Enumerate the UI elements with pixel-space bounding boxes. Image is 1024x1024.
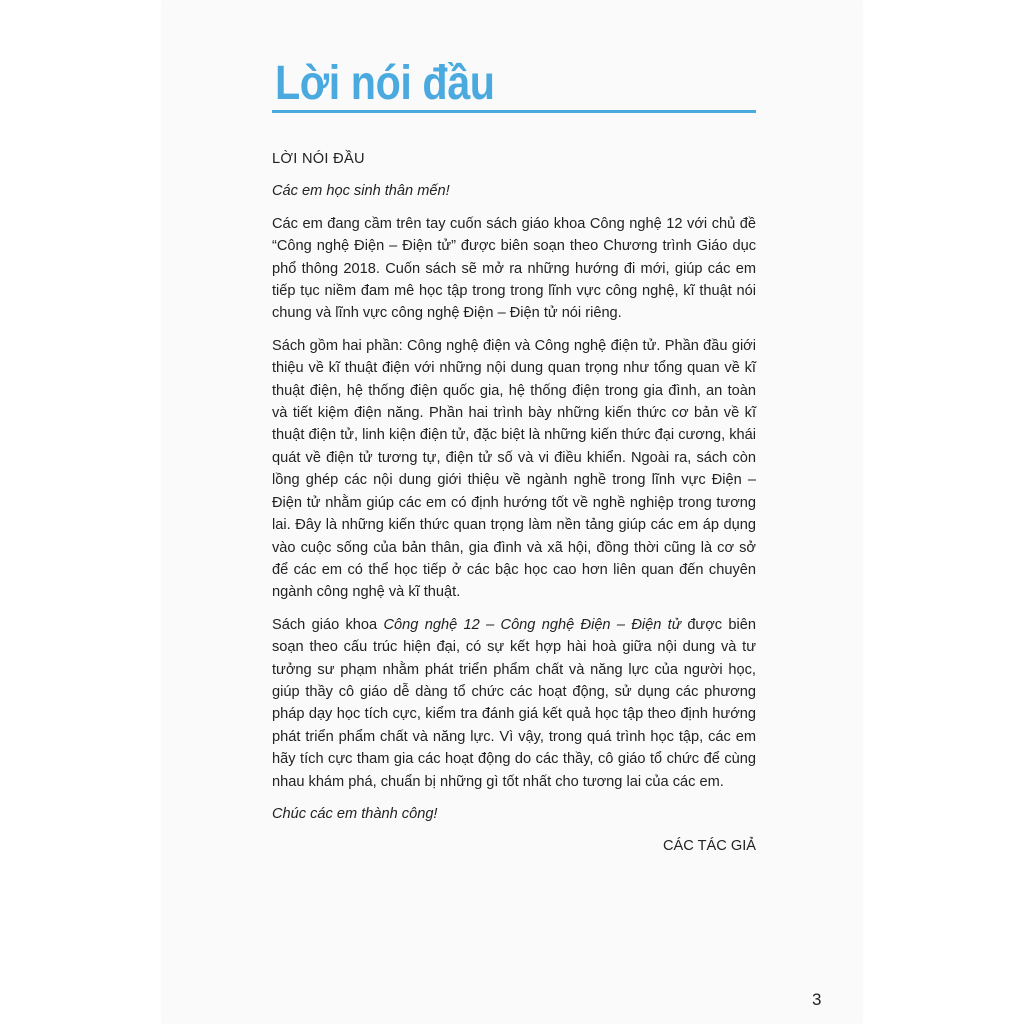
page-number: 3 bbox=[812, 990, 822, 1009]
signature: CÁC TÁC GIẢ bbox=[663, 838, 756, 855]
paragraph-intro: Các em đang cầm trên tay cuốn sách giáo khoa Công nghệ 12 với chủ đề “Công nghệ Điện – Điện tử” được biên soạn theo Chương trình Giáo dục phổ thông 2018. Cuốn sách sẽ mở ra những hướng đi mới, giúp các em tiếp tục niềm đam mê học tập trong trong lĩnh vực công nghệ, kĩ thuật nói chung và lĩnh vực công nghệ Điện – Điện tử nói riêng. bbox=[272, 215, 756, 322]
closing-wish: Chúc các em thành công! bbox=[272, 805, 438, 822]
paragraph-structure-rest: được biên soạn theo cấu trúc hiện đại, có sự kết hợp hài hoà giữa nội dung và tư tưởng sư phạm nhằm phát triển phẩm chất và năng lực của người học, giúp thầy cô giáo dễ dàng tổ chức các hoạt động, sử dụng các phương pháp dạy học tích cực, kiểm tra đánh giá kết quả học tập theo định hướng phát triển phẩm chất và năng lực. Vì vậy, trong quá trình học tập, các em hãy tích cực tham gia các hoạt động do các thầy, cô giáo tổ chức để cùng nhau khám phá, chuẩn bị những gì tốt nhất cho tương lai của các em. bbox=[272, 616, 756, 790]
preface-heading: LỜI NÓI ĐẦU bbox=[272, 151, 365, 167]
paragraph-structure-lead: Sách giáo khoa bbox=[272, 616, 384, 633]
paragraph-contents: Sách gồm hai phần: Công nghệ điện và Công nghệ điện tử. Phần đầu giới thiệu về kĩ thuật điện với những nội dung quan trọng như tổng quan về kĩ thuật điện, hệ thống điện quốc gia, hệ thống điện trong gia đình, an toàn và tiết kiệm điện năng. Phần hai trình bày những kiến thức cơ bản về kĩ thuật điện tử, linh kiện điện tử, đặc biệt là những kiến thức đại cương, khái quát về điện tử tương tự, điện tử số và vi điều khiển. Ngoài ra, sách còn lồng ghép các nội dung giới thiệu về ngành nghề trong lĩnh vực Điện – Điện tử nhằm giúp các em có định hướng tốt về nghề nghiệp trong tương lai. Đây là những kiến thức quan trọng làm nền tảng giúp các em áp dụng vào cuộc sống của bản thân, gia đình và xã hội, đồng thời cũng là cơ sở để các em có thể học tiếp ở các bậc học cao hơn liên quan đến chuyên ngành công nghệ và kĩ thuật. bbox=[272, 337, 756, 601]
book-title-italic: Công nghệ 12 – Công nghệ Điện – Điện tử bbox=[383, 616, 681, 633]
title-underline bbox=[272, 110, 756, 113]
page-title: Lời nói đầu bbox=[275, 57, 495, 110]
preface-body bbox=[272, 148, 756, 868]
greeting: Các em học sinh thân mến! bbox=[272, 183, 450, 200]
paragraph-structure bbox=[272, 614, 756, 793]
